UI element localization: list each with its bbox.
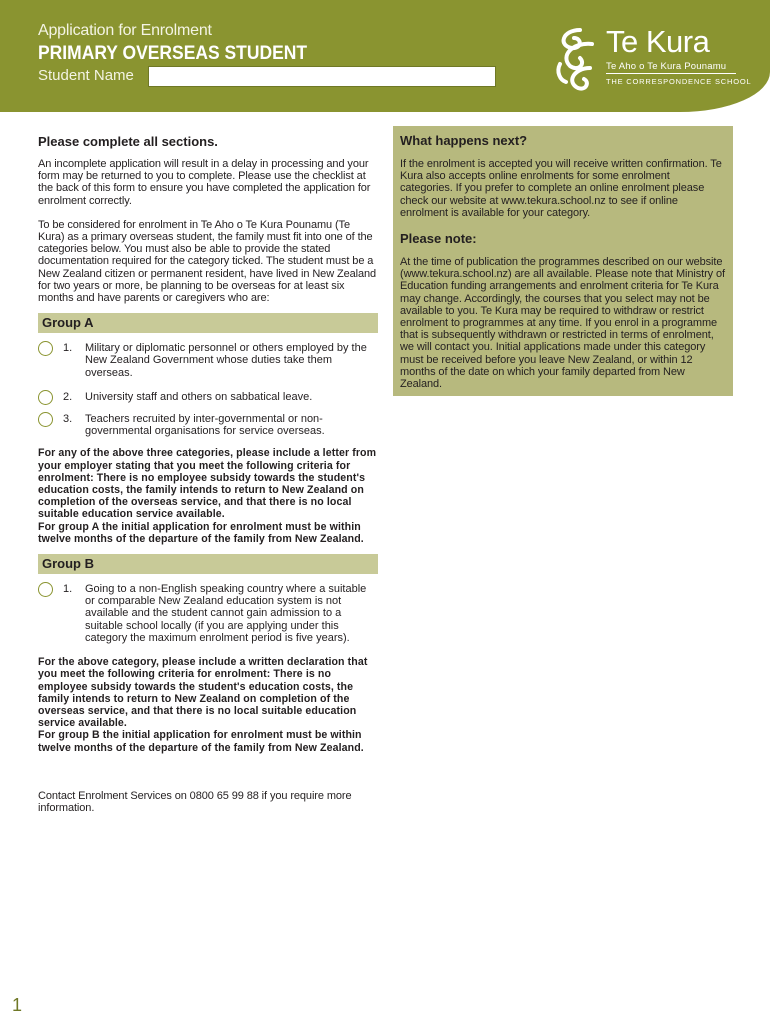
- option-number: 2.: [63, 390, 73, 403]
- option-number: 1.: [63, 342, 73, 355]
- radio-button[interactable]: [38, 341, 53, 356]
- group-a-option-3[interactable]: [38, 413, 378, 437]
- radio-button[interactable]: [38, 582, 53, 597]
- logo-divider: [606, 73, 736, 74]
- option-text: Military or diplomatic personnel or others employed by the New Zealand Government whose duties take them overseas.: [85, 342, 367, 379]
- radio-button[interactable]: [38, 390, 53, 405]
- group-b-note: For the above category, please include a written declaration that you meet the following criteria for enrolment: There is no employee subsidy towards the student's education costs, the family intends to return to New Zealand on completion of the overseas service, and that there is no local suitable education service available.: [38, 656, 368, 730]
- section-heading: Please complete all sections.: [38, 134, 218, 149]
- group-a-header: Group A: [38, 313, 378, 333]
- what-happens-text: If the enrolment is accepted you will receive written confirmation. Te Kura also accepts online enrolments for some enrolment categories. If you prefer to complete an online enrolment please check our website at www.tekura.school.nz to see if online enrolment is available for your category.: [400, 158, 722, 219]
- contact-info: Contact Enrolment Services on 0800 65 99 88 if you require more information.: [38, 789, 352, 814]
- intro-paragraph-2: To be considered for enrolment in Te Aho o Te Kura Pounamu (Te Kura) as a primary overseas student, the family must fit into one of the categories below. You must also be able to provide the stated documentation required for the category ticked. The student must be a New Zealand citizen or permanent resident, have lived in New Zealand for two years or more, be planning to be overseas for at least six months and have parents or caregivers who are:: [38, 218, 377, 305]
- option-number: 3.: [63, 413, 73, 426]
- form-kicker: Application for Enrolment: [38, 22, 212, 39]
- group-a-note: For any of the above three categories, please include a letter from your employer stating that you meet the following criteria for enrolment: There is no employee subsidy towards the student's education costs, the family intends to return to New Zealand on completion of the overseas service, and that there is no local suitable education service available.: [38, 447, 377, 521]
- logo-subtitle: Te Aho o Te Kura Pounamu: [606, 61, 727, 72]
- please-note-heading: Please note:: [400, 231, 477, 247]
- info-sidebar: [393, 126, 733, 396]
- please-note-text: At the time of publication the programmes described on our website (www.tekura.school.nz) are all available. Please note that Ministry of Education funding arrangements and enrolment criteria for Te Kura may change. Accordingly, the courses that you select may not be available to you. Te Kura may be required to withdraw or restrict enrolment to programmes at any time. If you enrol in a programme that is subsequently withdrawn or restricted in terms of enrolment, we will contact you. Initial applications made under this category must be received before you leave New Zealand, or within 12 months of the date on which your family departed from New Zealand.: [400, 256, 725, 391]
- group-b-note-2: For group B the initial application for enrolment must be within twelve months of the departure of the family from New Zealand.: [38, 729, 364, 754]
- logo-tagline: THE CORRESPONDENCE SCHOOL: [606, 77, 752, 86]
- student-name-input[interactable]: [148, 66, 496, 87]
- header-band: [0, 0, 770, 112]
- option-text: Going to a non-English speaking country where a suitable or comparable New Zealand education system is not available and the student cannot gain admission to a suitable school locally (if you are applying under this category the maximum enrolment period is five years).: [85, 583, 367, 644]
- group-a-note-2: For group A the initial application for enrolment must be within twelve months of the departure of the family from New Zealand.: [38, 520, 364, 545]
- page-number: 1: [12, 995, 23, 1015]
- student-name-label: Student Name: [38, 67, 134, 84]
- logo-name: Te Kura: [606, 24, 710, 59]
- option-number: 1.: [63, 583, 73, 596]
- option-text: Teachers recruited by inter-governmental or non-governmental organisations for service overseas.: [85, 413, 325, 438]
- group-b-option-1[interactable]: [38, 583, 378, 644]
- option-text: University staff and others on sabbatical leave.: [85, 390, 313, 403]
- group-b-header: Group B: [38, 554, 378, 574]
- intro-paragraph-1: An incomplete application will result in a delay in processing and your form may be returned to you to complete. Please use the checklist at the back of this form to ensure you have completed the application for enrolment correctly.: [38, 158, 371, 207]
- group-a-option-2[interactable]: [38, 391, 378, 403]
- radio-button[interactable]: [38, 412, 53, 427]
- what-happens-heading: What happens next?: [400, 133, 528, 148]
- form-title: PRIMARY OVERSEAS STUDENT: [38, 43, 308, 64]
- left-column: [38, 134, 378, 814]
- group-a-option-1[interactable]: [38, 342, 378, 379]
